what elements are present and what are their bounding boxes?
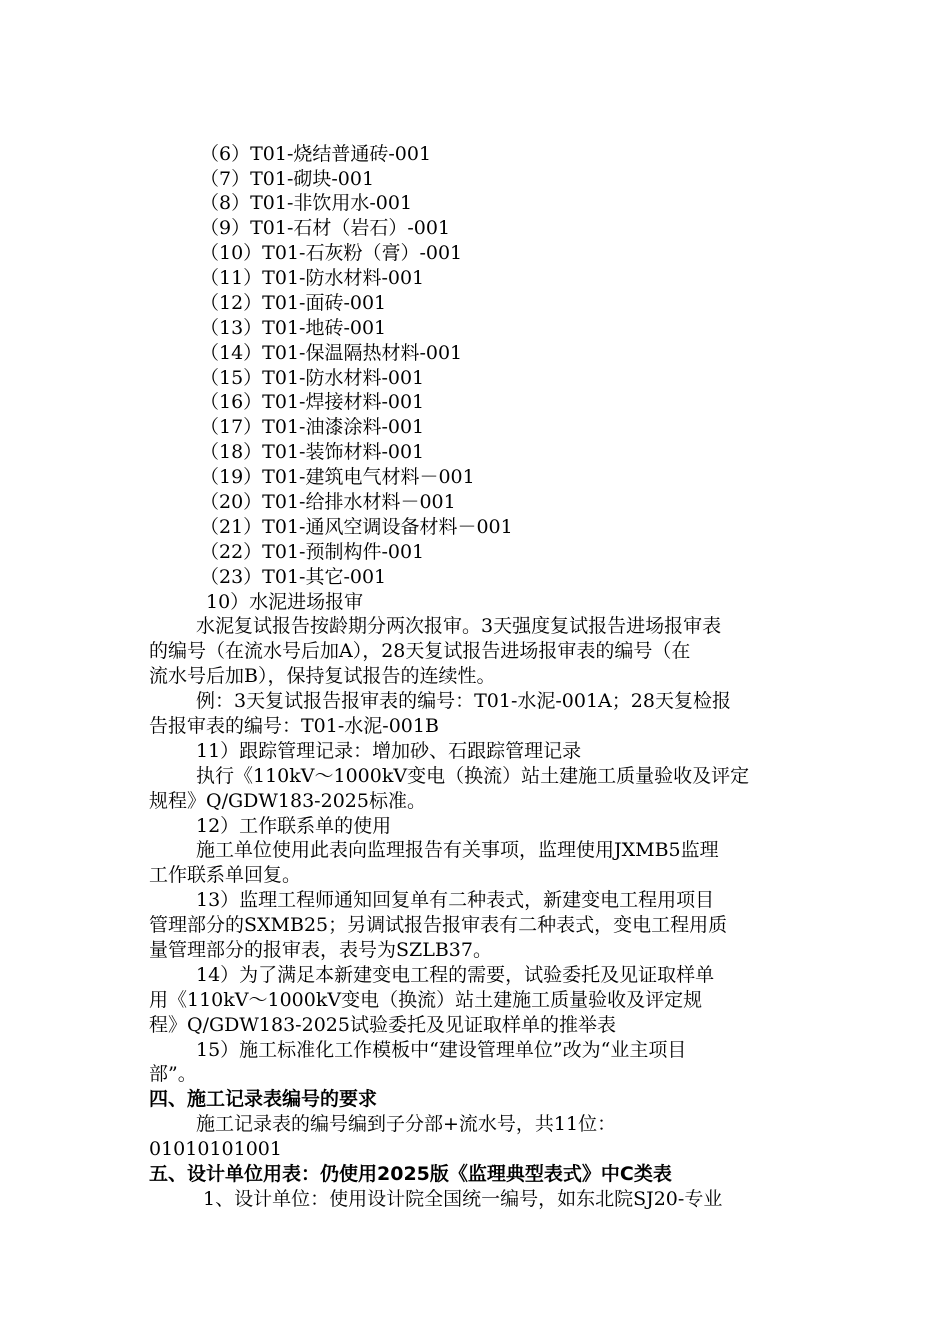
item13-line: 管理部分的SXMB25；另调试报告报审表有二种表式，变电工程用质	[149, 914, 728, 936]
material-list-item: （17）T01-油漆涂料-001	[200, 416, 425, 438]
paragraph-line: 施工记录表的编号编到子分部+流水号，共11位：	[196, 1113, 617, 1135]
paragraph-line: 流水号后加B），保持复试报告的连续性。	[149, 665, 496, 687]
paragraph-line: 水泥复试报告按龄期分两次报审。3天强度复试报告进场报审表	[196, 615, 722, 637]
item15-line: 15）施工标准化工作模板中“建设管理单位”改为“业主项目	[196, 1039, 687, 1061]
material-list-item: （19）T01-建筑电气材料－001	[200, 466, 475, 488]
material-list-item: （14）T01-保温隔热材料-001	[200, 342, 463, 364]
material-list-item: （21）T01-通风空调设备材料－001	[200, 516, 513, 538]
item12-title: 12）工作联系单的使用	[196, 815, 392, 837]
item15-line: 部”。	[149, 1063, 197, 1085]
material-list-item: （11）T01-防水材料-001	[200, 267, 425, 289]
paragraph-line: 告报审表的编号：T01-水泥-001B	[149, 715, 439, 737]
material-list-item: （15）T01-防水材料-001	[200, 367, 425, 389]
item14-line: 程》Q/GDW183-2025试验委托及见证取样单的推举表	[149, 1014, 616, 1036]
material-list-item: （6）T01-烧结普通砖-001	[200, 143, 432, 165]
section4-heading: 四、施工记录表编号的要求	[149, 1088, 378, 1110]
material-list-item: （12）T01-面砖-001	[200, 292, 387, 314]
item13-line: 量管理部分的报审表，表号为SZLB37。	[149, 939, 492, 961]
material-list-item: （18）T01-装饰材料-001	[200, 441, 425, 463]
paragraph-line: 的编号（在流水号后加A），28天复试报告进场报审表的编号（在	[149, 640, 691, 662]
paragraph-line: 例：3天复试报告报审表的编号：T01-水泥-001A；28天复检报	[196, 690, 731, 712]
paragraph-line: 1、设计单位：使用设计院全国统一编号，如东北院SJ20-专业	[203, 1188, 723, 1210]
material-list-item: （7）T01-砌块-001	[200, 168, 375, 190]
item11-title: 11）跟踪管理记录：增加砂、石跟踪管理记录	[196, 740, 582, 762]
paragraph-line: 规程》Q/GDW183-2025标准。	[149, 790, 426, 812]
item14-line: 用《110kV～1000kV变电（换流）站土建施工质量验收及评定规	[149, 989, 703, 1011]
paragraph-line: 执行《110kV～1000kV变电（换流）站土建施工质量验收及评定	[196, 765, 750, 787]
item13-line: 13）监理工程师通知回复单有二种表式，新建变电工程用项目	[196, 889, 715, 911]
paragraph-line: 工作联系单回复。	[149, 864, 302, 886]
material-list-item: （20）T01-给排水材料－001	[200, 491, 456, 513]
section5-heading: 五、设计单位用表：仍使用2025版《监理典型表式》中C类表	[149, 1163, 672, 1185]
material-list-item: （22）T01-预制构件-001	[200, 541, 425, 563]
material-list-item: （8）T01-非饮用水-001	[200, 192, 413, 214]
item10-title: 10）水泥进场报审	[206, 591, 364, 613]
paragraph-line: 01010101001	[149, 1138, 282, 1160]
item14-line: 14）为了满足本新建变电工程的需要，试验委托及见证取样单	[196, 964, 715, 986]
paragraph-line: 施工单位使用此表向监理报告有关事项，监理使用JXMB5监理	[196, 839, 719, 861]
material-list-item: （13）T01-地砖-001	[200, 317, 387, 339]
material-list-item: （10）T01-石灰粉（膏）-001	[200, 242, 463, 264]
material-list-item: （23）T01-其它-001	[200, 566, 387, 588]
material-list-item: （16）T01-焊接材料-001	[200, 391, 425, 413]
material-list-item: （9）T01-石材（岩石）-001	[200, 217, 451, 239]
